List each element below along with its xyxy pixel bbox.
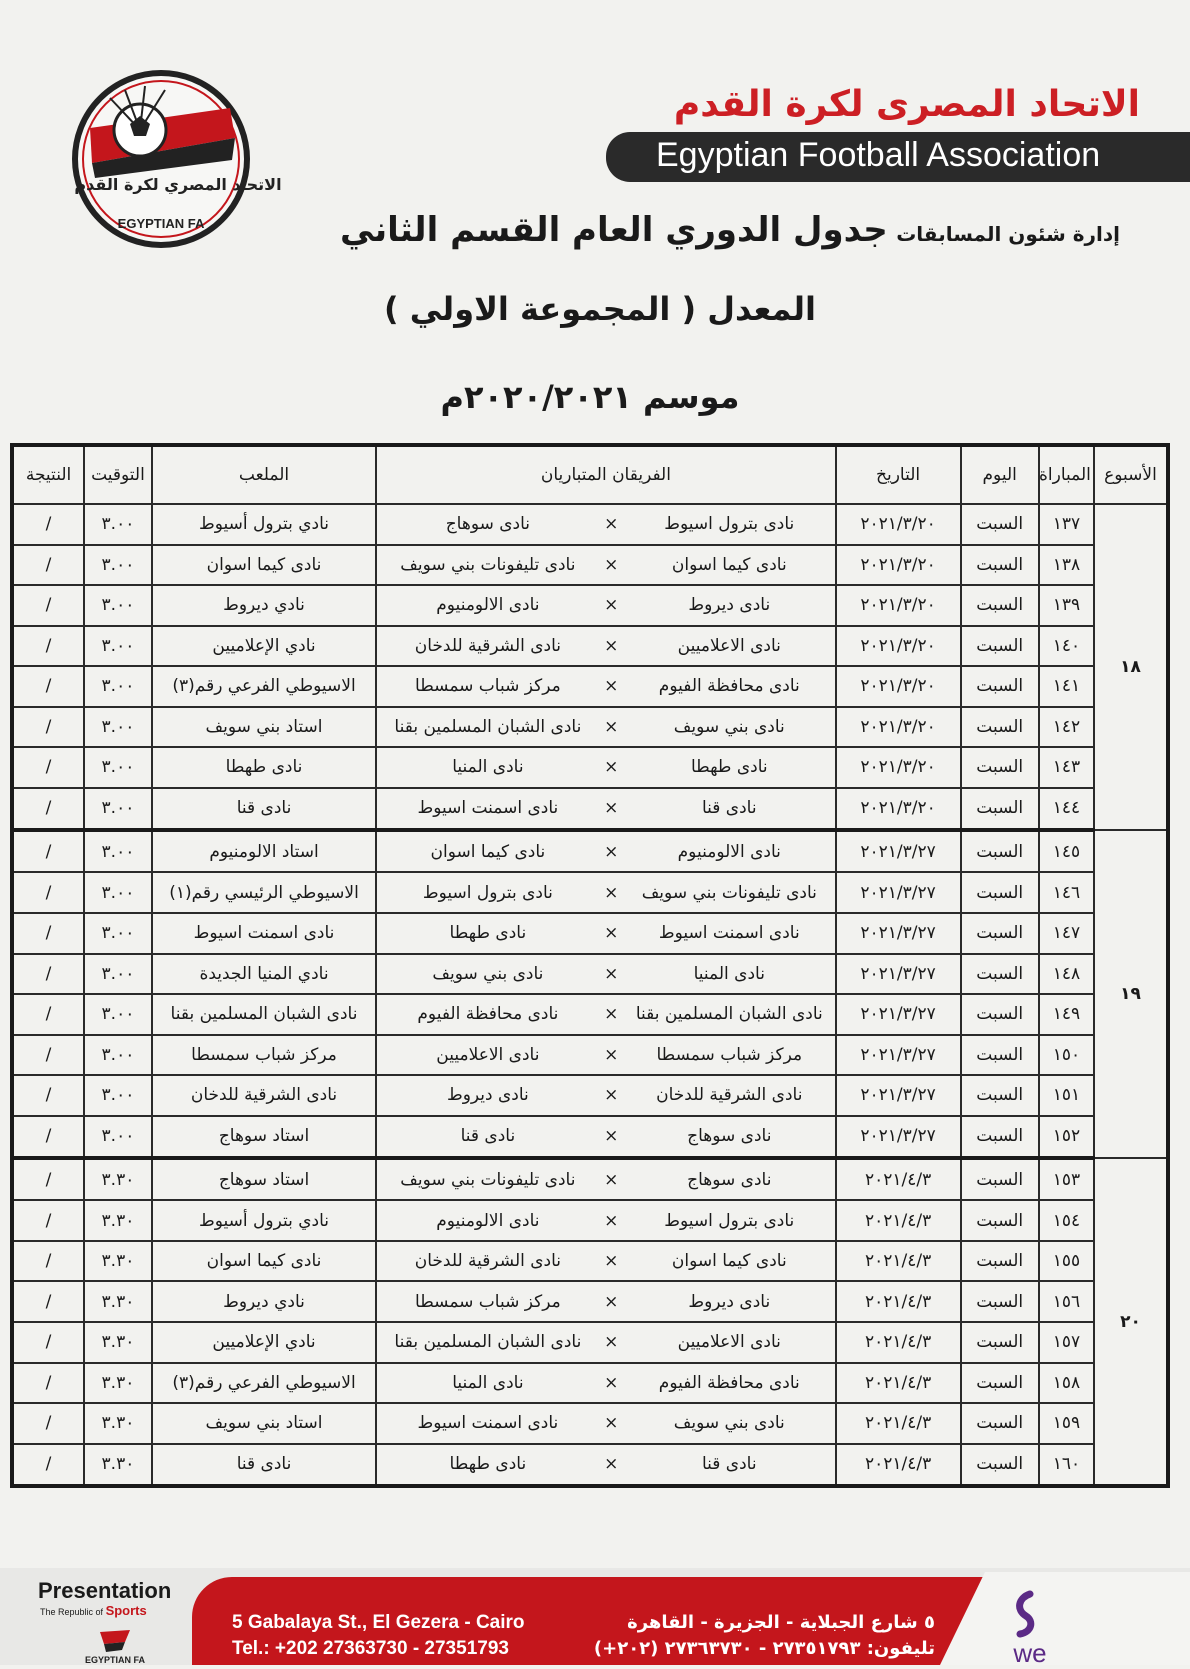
match-date: ٢٠٢١/٣/٢٧ — [836, 872, 961, 913]
match-day: السبت — [961, 747, 1039, 788]
match-number: ١٥٠ — [1039, 1035, 1094, 1076]
match-number: ١٦٠ — [1039, 1444, 1094, 1486]
table-row — [12, 585, 1168, 626]
home-team: نادى محافظة الفيوم — [624, 666, 836, 707]
away-team: نادى الشبان المسلمين بقنا — [376, 1322, 598, 1363]
match-number: ١٥٧ — [1039, 1322, 1094, 1363]
match-date: ٢٠٢١/٤/٣ — [836, 1281, 961, 1322]
kickoff-time: ٣.٠٠ — [84, 830, 152, 872]
stadium: نادى طهطا — [152, 747, 376, 788]
kickoff-time: ٣.٠٠ — [84, 504, 152, 545]
match-day: السبت — [961, 1075, 1039, 1116]
home-team: مركز شباب سمسطا — [624, 1035, 836, 1076]
table-row — [12, 1363, 1168, 1404]
logo-text-en: EGYPTIAN FA — [117, 216, 205, 231]
kickoff-time: ٣.٣٠ — [84, 1241, 152, 1282]
away-team: نادى محافظة الفيوم — [376, 994, 598, 1035]
vs-mark: × — [599, 504, 624, 545]
table-row — [12, 626, 1168, 667]
match-day: السبت — [961, 1241, 1039, 1282]
home-team: نادى ديروط — [624, 1281, 836, 1322]
match-day: السبت — [961, 872, 1039, 913]
table-row — [12, 1075, 1168, 1116]
stadium: نادى كيما اسوان — [152, 1241, 376, 1282]
home-team: نادى الالومنيوم — [624, 830, 836, 872]
match-number: ١٥٥ — [1039, 1241, 1094, 1282]
match-result: / — [12, 1444, 84, 1486]
away-team: نادى اسمنت اسيوط — [376, 788, 598, 830]
address-en — [232, 1612, 592, 1664]
match-number: ١٥٣ — [1039, 1158, 1094, 1200]
vs-mark: × — [599, 830, 624, 872]
vs-mark: × — [599, 994, 624, 1035]
match-day: السبت — [961, 1200, 1039, 1241]
stadium: استاد سوهاج — [152, 1116, 376, 1158]
away-team: نادى طهطا — [376, 1444, 598, 1486]
schedule-body — [12, 504, 1168, 1486]
match-day: السبت — [961, 585, 1039, 626]
match-number: ١٤٠ — [1039, 626, 1094, 667]
kickoff-time: ٣.٠٠ — [84, 1035, 152, 1076]
match-number: ١٥١ — [1039, 1075, 1094, 1116]
address-ar-line1: ٥ شارع الجبلاية - الجزيرة - القاهرة — [627, 1612, 935, 1633]
vs-mark: × — [599, 747, 624, 788]
kickoff-time: ٣.٣٠ — [84, 1281, 152, 1322]
match-day: السبت — [961, 1363, 1039, 1404]
match-date: ٢٠٢١/٣/٢٠ — [836, 545, 961, 586]
department-label: إدارة شئون المسابقات — [896, 222, 1120, 246]
match-day: السبت — [961, 1403, 1039, 1444]
match-result: / — [12, 1363, 84, 1404]
home-team: نادى اسمنت اسيوط — [624, 913, 836, 954]
kickoff-time: ٣.٠٠ — [84, 545, 152, 586]
stadium: نادي الإعلاميين — [152, 1322, 376, 1363]
stadium: الاسيوطي الرئيسي رقم(١) — [152, 872, 376, 913]
match-date: ٢٠٢١/٣/٢٠ — [836, 585, 961, 626]
kickoff-time: ٣.٣٠ — [84, 1200, 152, 1241]
efa-small-text: EGYPTIAN FA — [84, 1655, 146, 1665]
match-day: السبت — [961, 1158, 1039, 1200]
home-team: نادى المنيا — [624, 954, 836, 995]
table-header-row — [12, 445, 1168, 504]
home-team: نادى بني سويف — [624, 707, 836, 748]
match-number: ١٤٤ — [1039, 788, 1094, 830]
efa-small-logo — [70, 1628, 160, 1665]
stadium: نادي ديروط — [152, 585, 376, 626]
table-row — [12, 994, 1168, 1035]
vs-mark: × — [599, 872, 624, 913]
away-team: نادى بني سويف — [376, 954, 598, 995]
match-number: ١٤٢ — [1039, 707, 1094, 748]
address-en-line2: Tel.: +202 27363730 - 27351793 — [232, 1638, 509, 1659]
match-date: ٢٠٢١/٣/٢٠ — [836, 626, 961, 667]
away-team: نادى الالومنيوم — [376, 585, 598, 626]
efa-logo — [70, 68, 282, 250]
match-result: / — [12, 913, 84, 954]
match-date: ٢٠٢١/٤/٣ — [836, 1322, 961, 1363]
match-date: ٢٠٢١/٣/٢٧ — [836, 954, 961, 995]
table-row — [12, 707, 1168, 748]
table-row — [12, 1116, 1168, 1158]
table-row — [12, 666, 1168, 707]
match-result: / — [12, 1200, 84, 1241]
stadium: نادي ديروط — [152, 1281, 376, 1322]
match-date: ٢٠٢١/٤/٣ — [836, 1200, 961, 1241]
stadium: نادى كيما اسوان — [152, 545, 376, 586]
kickoff-time: ٣.٠٠ — [84, 707, 152, 748]
match-number: ١٤٦ — [1039, 872, 1094, 913]
vs-mark: × — [599, 1116, 624, 1158]
away-team: مركز شباب سمسطا — [376, 666, 598, 707]
match-day: السبت — [961, 830, 1039, 872]
home-team: نادى كيما اسوان — [624, 545, 836, 586]
table-row — [12, 1322, 1168, 1363]
match-number: ١٤٩ — [1039, 994, 1094, 1035]
match-result: / — [12, 788, 84, 830]
match-result: / — [12, 1403, 84, 1444]
kickoff-time: ٣.٠٠ — [84, 872, 152, 913]
home-team: نادى سوهاج — [624, 1116, 836, 1158]
home-team: نادى الشبان المسلمين بقنا — [624, 994, 836, 1035]
vs-mark: × — [599, 913, 624, 954]
kickoff-time: ٣.٠٠ — [84, 1116, 152, 1158]
stadium: نادى الشرقية للدخان — [152, 1075, 376, 1116]
match-day: السبت — [961, 788, 1039, 830]
stadium: نادى قنا — [152, 788, 376, 830]
match-result: / — [12, 954, 84, 995]
we-sponsor-logo — [990, 1588, 1070, 1668]
kickoff-time: ٣.٠٠ — [84, 626, 152, 667]
table-row — [12, 1035, 1168, 1076]
home-team: نادى سوهاج — [624, 1158, 836, 1200]
stadium: نادى اسمنت اسيوط — [152, 913, 376, 954]
stadium: الاسيوطي الفرعي رقم(٣) — [152, 1363, 376, 1404]
away-team: نادى المنيا — [376, 1363, 598, 1404]
vs-mark: × — [599, 1363, 624, 1404]
stadium: نادي المنيا الجديدة — [152, 954, 376, 995]
home-team: نادى محافظة الفيوم — [624, 1363, 836, 1404]
kickoff-time: ٣.٠٠ — [84, 585, 152, 626]
match-number: ١٥٦ — [1039, 1281, 1094, 1322]
home-team: نادى ديروط — [624, 585, 836, 626]
header-match: المباراة — [1039, 445, 1094, 504]
match-number: ١٣٩ — [1039, 585, 1094, 626]
match-number: ١٥٤ — [1039, 1200, 1094, 1241]
header-result: النتيجة — [12, 445, 84, 504]
header-teams: الفريقان المتباريان — [376, 445, 835, 504]
vs-mark: × — [599, 1444, 624, 1486]
match-result: / — [12, 1075, 84, 1116]
match-result: / — [12, 504, 84, 545]
kickoff-time: ٣.٣٠ — [84, 1403, 152, 1444]
home-team: نادى الاعلاميين — [624, 1322, 836, 1363]
kickoff-time: ٣.٠٠ — [84, 1075, 152, 1116]
kickoff-time: ٣.٠٠ — [84, 994, 152, 1035]
away-team: نادى الشرقية للدخان — [376, 1241, 598, 1282]
kickoff-time: ٣.٠٠ — [84, 747, 152, 788]
week-number: ٢٠ — [1094, 1158, 1168, 1486]
away-team: نادى بترول اسيوط — [376, 872, 598, 913]
week-number: ١٩ — [1094, 830, 1168, 1158]
table-row — [12, 1158, 1168, 1200]
match-date: ٢٠٢١/٣/٢٧ — [836, 1035, 961, 1076]
match-number: ١٤٨ — [1039, 954, 1094, 995]
header-stadium: الملعب — [152, 445, 376, 504]
vs-mark: × — [599, 1200, 624, 1241]
match-number: ١٥٢ — [1039, 1116, 1094, 1158]
match-date: ٢٠٢١/٣/٢٧ — [836, 913, 961, 954]
stadium: نادي بترول أسيوط — [152, 1200, 376, 1241]
season-label: موسم ٢٠٢٠/٢٠٢١م — [440, 378, 740, 416]
match-date: ٢٠٢١/٣/٢٠ — [836, 504, 961, 545]
match-date: ٢٠٢١/٤/٣ — [836, 1444, 961, 1486]
we-sponsor-text: we — [1013, 1638, 1047, 1668]
vs-mark: × — [599, 954, 624, 995]
match-day: السبت — [961, 1035, 1039, 1076]
home-team: نادى بترول اسيوط — [624, 504, 836, 545]
table-row — [12, 872, 1168, 913]
away-team: نادى ديروط — [376, 1075, 598, 1116]
match-date: ٢٠٢١/٤/٣ — [836, 1241, 961, 1282]
kickoff-time: ٣.٠٠ — [84, 788, 152, 830]
match-result: / — [12, 707, 84, 748]
away-team: مركز شباب سمسطا — [376, 1281, 598, 1322]
vs-mark: × — [599, 1322, 624, 1363]
page-title: جدول الدوري العام القسم الثاني — [340, 210, 888, 250]
vs-mark: × — [599, 707, 624, 748]
match-result: / — [12, 1322, 84, 1363]
match-day: السبت — [961, 1322, 1039, 1363]
match-date: ٢٠٢١/٣/٢٧ — [836, 994, 961, 1035]
match-result: / — [12, 830, 84, 872]
header-date: التاريخ — [836, 445, 961, 504]
away-team: نادى كيما اسوان — [376, 830, 598, 872]
match-result: / — [12, 585, 84, 626]
away-team: نادى الاعلاميين — [376, 1035, 598, 1076]
stadium: نادي الإعلاميين — [152, 626, 376, 667]
match-result: / — [12, 666, 84, 707]
stadium: استاد بني سويف — [152, 707, 376, 748]
page-subtitle: ( المجموعة الاولي ) المعدل — [384, 290, 816, 328]
away-team: نادى طهطا — [376, 913, 598, 954]
table-row — [12, 545, 1168, 586]
home-team: نادى الاعلاميين — [624, 626, 836, 667]
match-day: السبت — [961, 1281, 1039, 1322]
match-result: / — [12, 626, 84, 667]
match-day: السبت — [961, 707, 1039, 748]
header-week: الأسبوع — [1094, 445, 1168, 504]
match-date: ٢٠٢١/٣/٢٠ — [836, 747, 961, 788]
address-en-line1: 5 Gabalaya St., El Gezera - Cairo — [232, 1612, 525, 1633]
match-number: ١٤٧ — [1039, 913, 1094, 954]
match-number: ١٣٧ — [1039, 504, 1094, 545]
vs-mark: × — [599, 1035, 624, 1076]
vs-mark: × — [599, 1403, 624, 1444]
table-row — [12, 1444, 1168, 1486]
match-result: / — [12, 1241, 84, 1282]
match-date: ٢٠٢١/٣/٢٧ — [836, 1116, 961, 1158]
match-number: ١٤١ — [1039, 666, 1094, 707]
match-day: السبت — [961, 913, 1039, 954]
kickoff-time: ٣.٣٠ — [84, 1444, 152, 1486]
match-date: ٢٠٢١/٣/٢٧ — [836, 830, 961, 872]
table-row — [12, 1200, 1168, 1241]
away-team: نادى تليفونات بني سويف — [376, 545, 598, 586]
vs-mark: × — [599, 1158, 624, 1200]
home-team: نادى كيما اسوان — [624, 1241, 836, 1282]
vs-mark: × — [599, 1075, 624, 1116]
week-number: ١٨ — [1094, 504, 1168, 830]
presentation-tagline-text: The Republic of — [40, 1607, 104, 1617]
table-row — [12, 747, 1168, 788]
match-number: ١٣٨ — [1039, 545, 1094, 586]
match-number: ١٥٩ — [1039, 1403, 1094, 1444]
match-number: ١٤٣ — [1039, 747, 1094, 788]
logo-text-ar: الاتحاد المصري لكرة القدم — [74, 175, 282, 194]
table-row — [12, 1241, 1168, 1282]
match-result: / — [12, 994, 84, 1035]
table-row — [12, 1403, 1168, 1444]
vs-mark: × — [599, 788, 624, 830]
home-team: نادى بني سويف — [624, 1403, 836, 1444]
match-day: السبت — [961, 1116, 1039, 1158]
stadium: نادى الشبان المسلمين بقنا — [152, 994, 376, 1035]
away-team: نادى الشرقية للدخان — [376, 626, 598, 667]
match-date: ٢٠٢١/٤/٣ — [836, 1158, 961, 1200]
stadium: مركز شباب سمسطا — [152, 1035, 376, 1076]
org-name-en: Egyptian Football Association — [656, 136, 1101, 174]
vs-mark: × — [599, 1241, 624, 1282]
match-result: / — [12, 1116, 84, 1158]
match-number: ١٥٨ — [1039, 1363, 1094, 1404]
match-date: ٢٠٢١/٣/٢٠ — [836, 788, 961, 830]
kickoff-time: ٣.٠٠ — [84, 954, 152, 995]
address-ar — [560, 1612, 935, 1664]
match-date: ٢٠٢١/٣/٢٠ — [836, 666, 961, 707]
vs-mark: × — [599, 626, 624, 667]
match-date: ٢٠٢١/٤/٣ — [836, 1403, 961, 1444]
kickoff-time: ٣.٠٠ — [84, 666, 152, 707]
away-team: نادى المنيا — [376, 747, 598, 788]
match-date: ٢٠٢١/٣/٢٧ — [836, 1075, 961, 1116]
presentation-sports: Sports — [105, 1603, 147, 1618]
home-team: نادى الشرقية للدخان — [624, 1075, 836, 1116]
match-number: ١٤٥ — [1039, 830, 1094, 872]
stadium: نادى قنا — [152, 1444, 376, 1486]
match-result: / — [12, 747, 84, 788]
stadium: استاد بني سويف — [152, 1403, 376, 1444]
table-row — [12, 954, 1168, 995]
stadium: استاد سوهاج — [152, 1158, 376, 1200]
away-team: نادى الشبان المسلمين بقنا — [376, 707, 598, 748]
table-row — [12, 830, 1168, 872]
header-day: اليوم — [961, 445, 1039, 504]
match-result: / — [12, 1035, 84, 1076]
table-row — [12, 504, 1168, 545]
kickoff-time: ٣.٣٠ — [84, 1363, 152, 1404]
kickoff-time: ٣.٣٠ — [84, 1158, 152, 1200]
home-team: نادى طهطا — [624, 747, 836, 788]
table-row — [12, 1281, 1168, 1322]
away-team: نادى الالومنيوم — [376, 1200, 598, 1241]
match-result: / — [12, 1158, 84, 1200]
home-team: نادى قنا — [624, 1444, 836, 1486]
home-team: نادى قنا — [624, 788, 836, 830]
presentation-brand: Presentation — [38, 1578, 172, 1603]
header-time: التوقيت — [84, 445, 152, 504]
home-team: نادى بترول اسيوط — [624, 1200, 836, 1241]
vs-mark: × — [599, 666, 624, 707]
match-result: / — [12, 872, 84, 913]
away-team: نادى سوهاج — [376, 504, 598, 545]
stadium: الاسيوطي الفرعي رقم(٣) — [152, 666, 376, 707]
vs-mark: × — [599, 545, 624, 586]
match-day: السبت — [961, 504, 1039, 545]
vs-mark: × — [599, 1281, 624, 1322]
schedule-table — [10, 443, 1170, 1488]
vs-mark: × — [599, 585, 624, 626]
address-ar-line2: تليفون: ٢٧٣٥١٧٩٣ - ٢٧٣٦٣٧٣٠ (٢٠٢+) — [593, 1638, 935, 1659]
away-team: نادى قنا — [376, 1116, 598, 1158]
match-day: السبت — [961, 954, 1039, 995]
match-day: السبت — [961, 545, 1039, 586]
match-date: ٢٠٢١/٤/٣ — [836, 1363, 961, 1404]
match-day: السبت — [961, 1444, 1039, 1486]
away-team: نادى اسمنت اسيوط — [376, 1403, 598, 1444]
match-result: / — [12, 545, 84, 586]
kickoff-time: ٣.٣٠ — [84, 1322, 152, 1363]
away-team: نادى تليفونات بني سويف — [376, 1158, 598, 1200]
org-name-ar: الاتحاد المصرى لكرة القدم — [673, 84, 1140, 125]
match-day: السبت — [961, 626, 1039, 667]
match-result: / — [12, 1281, 84, 1322]
home-team: نادى تليفونات بني سويف — [624, 872, 836, 913]
match-day: السبت — [961, 994, 1039, 1035]
kickoff-time: ٣.٠٠ — [84, 913, 152, 954]
stadium: نادي بترول أسيوط — [152, 504, 376, 545]
table-row — [12, 913, 1168, 954]
match-day: السبت — [961, 666, 1039, 707]
presentation-tagline — [40, 1603, 190, 1618]
table-row — [12, 788, 1168, 830]
stadium: استاد الالومنيوم — [152, 830, 376, 872]
match-date: ٢٠٢١/٣/٢٠ — [836, 707, 961, 748]
